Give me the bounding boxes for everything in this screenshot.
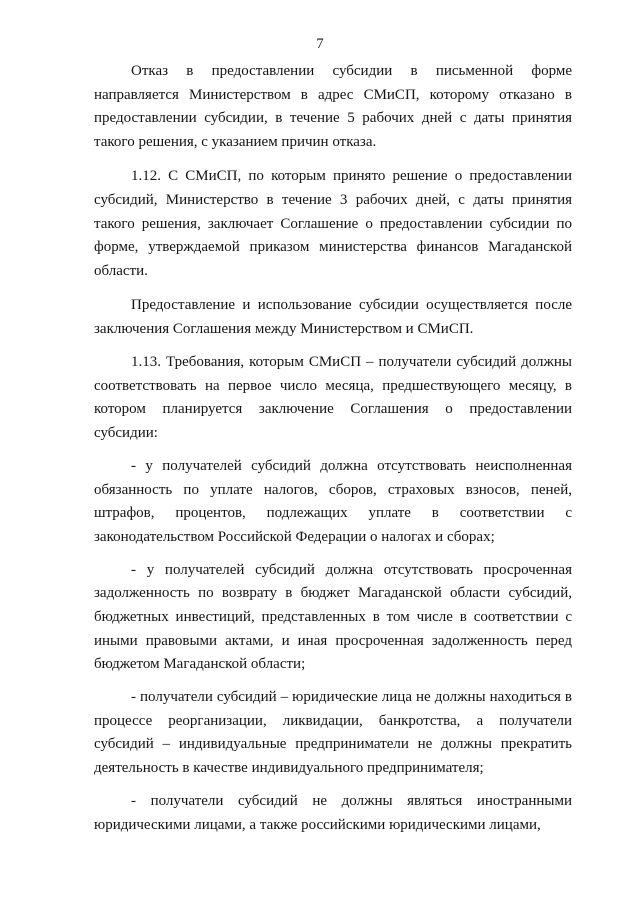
paragraph-1-12-agreement: 1.12. С СМиСП, по которым принято решение о предоставлении субсидий, Министерство в течение 3 рабочих дней, с даты принятия такого решения, заключает Соглашение о предоставлении субсидии по форме, утверждаемой приказом министерства финансов Магаданской области. xyxy=(94,168,572,279)
document-body xyxy=(94,60,572,837)
paragraph-1-13-requirements: 1.13. Требования, которым СМиСП – получатели субсидий должны соответствовать на первое число месяца, предшествующего месяцу, в котором планируется заключение Соглашения о предоставлении субсидии: xyxy=(94,354,572,441)
list-item-no-budget-debt: - у получателей субсидий должна отсутствовать просроченная задолженность по возврату в бюджет Магаданской области субсидий, бюджетных инвестиций, представленных в том числе в соответствии с иными правовыми актами, и иная просроченная задолженность перед бюджетом Магаданской области; xyxy=(94,561,572,673)
paragraph-subsidy-use: Предоставление и использование субсидии осуществляется после заключения Соглашения между Министерством и СМиСП. xyxy=(94,297,572,337)
list-item-no-tax-debt: - у получателей субсидий должна отсутствовать неисполненная обязанность по уплате налогов, сборов, страховых взносов, пеней, штрафов, процентов, подлежащих уплате в соответствии с законодательством Российской Федерации о налогах и сборах; xyxy=(94,457,572,545)
list-item-no-reorganization: - получатели субсидий – юридические лица не должны находиться в процессе реорганизации, ликвидации, банкротства, а получатели субсидий – индивидуальные предприниматели не должны прекратить деятельность в качестве индивидуального предпринимателя; xyxy=(94,689,572,777)
list-item-not-foreign-entity: - получатели субсидий не должны являться иностранными юридическими лицами, а также российскими юридическими лицами, xyxy=(94,793,572,833)
page-number: 7 xyxy=(316,36,324,52)
paragraph-refusal-notice: Отказ в предоставлении субсидии в письменной форме направляется Министерством в адрес СМиСП, которому отказано в предоставлении субсидии, в течение 5 рабочих дней с даты принятия такого решения, с указанием причин отказа. xyxy=(94,63,572,150)
